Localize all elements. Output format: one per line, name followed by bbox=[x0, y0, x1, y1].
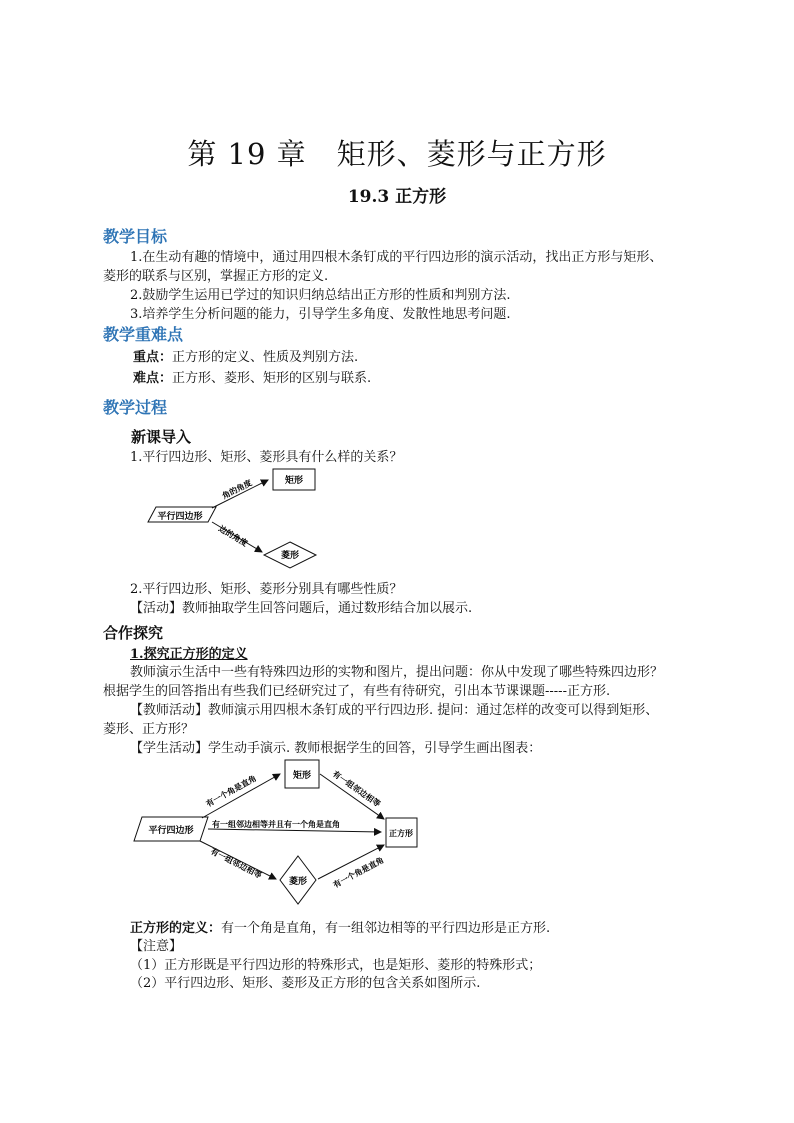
rhombus-label: 菱形 bbox=[280, 551, 300, 561]
difficult-point bbox=[133, 367, 371, 386]
key-point-text: 正方形的定义、性质及判别方法. bbox=[172, 350, 359, 365]
explore-heading: 合作探究 bbox=[103, 624, 164, 642]
process-heading: 教学过程 bbox=[103, 398, 168, 417]
question-1: 1.平行四边形、矩形、菱形具有什么样的关系？ bbox=[130, 450, 403, 465]
edge-middle-label: 有一组邻边相等并且有一个角是直角 bbox=[212, 820, 340, 829]
teacher-activity-label: 【教师活动】 bbox=[130, 703, 209, 718]
activity-text: 教师抽取学生回答问题后，通过数形结合加以展示. bbox=[182, 601, 473, 616]
definition-text: 有一个角是直角，有一组邻边相等的平行四边形是正方形. bbox=[221, 921, 551, 936]
intro-heading: 新课导入 bbox=[131, 428, 192, 446]
teacher-activity bbox=[130, 699, 658, 718]
edge-para-rhombus-label: 有一组邻边相等 bbox=[209, 846, 264, 881]
keypoints-heading: 教学重难点 bbox=[103, 325, 184, 344]
note-label: 【注意】 bbox=[130, 939, 183, 954]
objectives-heading: 教学目标 bbox=[103, 227, 168, 246]
relation-diagram-square bbox=[130, 755, 430, 907]
paragraph-1b: 根据学生的回答指出有些我们已经研究过了，有些有待研究，引出本节课课题-----正方形. bbox=[103, 684, 611, 699]
objective-1: 1.在生动有趣的情境中，通过用四根木条钉成的平行四边形的演示活动，找出正方形与矩形、 bbox=[130, 250, 663, 265]
objective-1-cont: 菱形的联系与区别，掌握正方形的定义. bbox=[103, 269, 329, 284]
edge-rect-square-label: 有一组邻边相等 bbox=[330, 769, 382, 809]
difficult-point-label: 难点： bbox=[133, 371, 173, 386]
rectangle-label: 矩形 bbox=[284, 476, 304, 486]
paragraph-1a: 教师演示生活中一些有特殊四边形的实物和图片，提出问题：你从中发现了哪些特殊四边形？ bbox=[130, 665, 664, 680]
rectangle-label: 矩形 bbox=[292, 771, 312, 781]
relation-diagram-simple bbox=[140, 462, 340, 577]
difficult-point-text: 正方形、菱形、矩形的区别与联系. bbox=[172, 371, 372, 386]
objective-3: 3.培养学生分析问题的能力，引导学生多角度、发散性地思考问题. bbox=[130, 307, 511, 322]
parallelogram-label: 平行四边形 bbox=[157, 512, 203, 522]
student-activity-text: 学生动手演示. 教师根据学生的回答，引导学生画出图表： bbox=[208, 741, 542, 756]
square-definition bbox=[130, 917, 550, 936]
student-activity bbox=[130, 737, 541, 756]
rhombus-label: 菱形 bbox=[288, 877, 308, 887]
teacher-activity-text: 教师演示用四根木条钉成的平行四边形. 提问：通过怎样的改变可以得到矩形、 bbox=[208, 703, 659, 718]
edge-side-label: 边的角度 bbox=[216, 523, 250, 549]
edge-angle-label: 角的角度 bbox=[220, 478, 254, 501]
activity-line bbox=[130, 597, 472, 616]
chapter-title: 第 19 章 矩形、菱形与正方形 bbox=[187, 137, 607, 171]
student-activity-label: 【学生活动】 bbox=[130, 741, 209, 756]
square-label: 正方形 bbox=[389, 829, 413, 838]
parallelogram-label: 平行四边形 bbox=[148, 826, 194, 836]
key-point bbox=[133, 346, 358, 365]
activity-label: 【活动】 bbox=[130, 601, 183, 616]
question-2: 2.平行四边形、矩形、菱形分别具有哪些性质？ bbox=[130, 582, 403, 597]
section-title: 19.3 正方形 bbox=[347, 187, 447, 207]
definition-label: 正方形的定义： bbox=[130, 921, 222, 936]
arrow-para-square bbox=[208, 829, 381, 832]
teacher-activity-cont: 菱形、正方形？ bbox=[103, 722, 195, 737]
explore-subheading: 1.探究正方形的定义 bbox=[130, 647, 248, 662]
objective-2: 2.鼓励学生运用已学过的知识归纳总结出正方形的性质和判别方法. bbox=[130, 288, 511, 303]
note-2: （2）平行四边形、矩形、菱形及正方形的包含关系如图所示. bbox=[130, 976, 481, 991]
edge-rhombus-square-label: 有一个角是直角 bbox=[331, 855, 386, 890]
key-point-label: 重点： bbox=[133, 350, 173, 365]
note-1: （1）正方形既是平行四边形的特殊形式，也是矩形、菱形的特殊形式； bbox=[130, 958, 542, 973]
edge-para-rect-label: 有一个角是直角 bbox=[204, 773, 258, 809]
